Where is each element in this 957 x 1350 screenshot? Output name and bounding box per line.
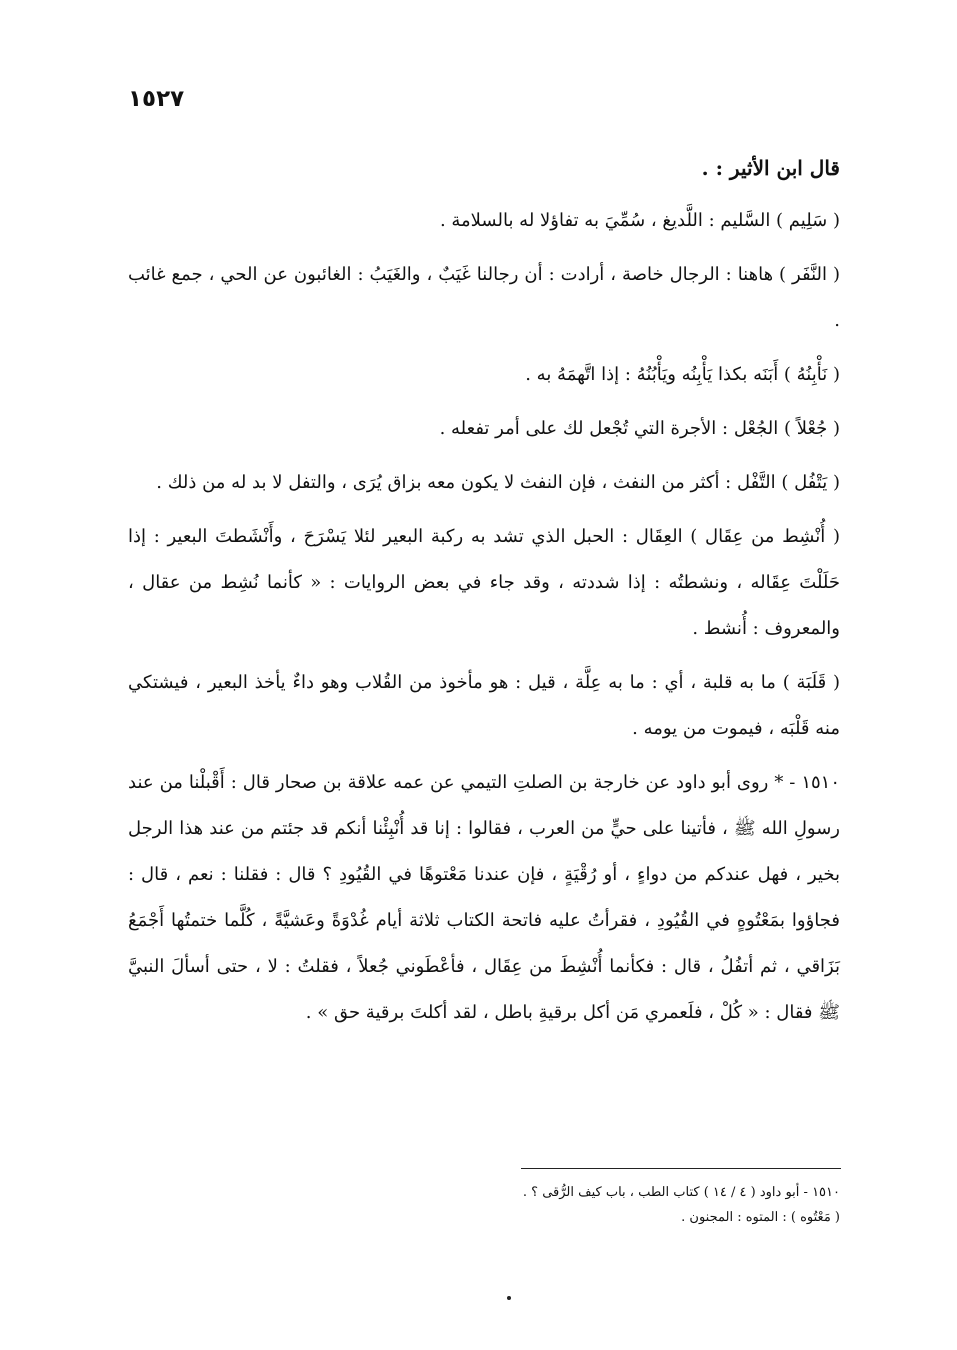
footnote-divider xyxy=(521,1168,841,1169)
hadith-1510: ١٥١٠ - * روى أبو داود عن خارجة بن الصلتِ التيمي عن عمه علاقة بن صحار قال : أَقْبلْنا من عند رسولِ الله ﷺ ، فأتينا على حيٍّ من العرب ، فقالوا : إنا قد أُنْبِئْنا أنكم قد جئتم من عند هذا الرجل بخير ، فهل عندكم من دواءٍ ، أو رُقْيَةٍ ، فإن عندنا مَعْتوهًا في القُيُودِ ؟ قال : فقلنا : نعم ، قال : فجاؤوا بمَعْتُوهٍ في القُيُودِ ، فقرأتُ عليه فاتحة الكتاب ثلاثة أيام غُدْوَةً وعَشيَّةً ، كُلَّما ختمتُها أَجْمَعُ بَزَاقي ، ثم أتفُلُ ، قال : فكأنما أُنْشِطَ من عِقَال ، فأعْطَوني جُعلاً ، فقلتُ : لا ، حتى أسألَ النبيَّ ﷺ فقال : « كُلْ ، فلَعمري مَن أكل برقيةِ باطل ، لقد أكلتَ برقية حق » . xyxy=(128,772,840,1023)
gloss-julan: ( جُعْلاً ) الجُعْل : الأجرة التي تُجْعل لك على أمر تفعله . xyxy=(439,418,840,439)
footnotes xyxy=(360,1180,840,1230)
gloss-salim: ( سَلِيم ) السَّليم : اللَّديغ ، سُمِّيَ به تفاؤلا له بالسلامة . xyxy=(439,210,840,231)
section-heading: قال ابن الأثير : . xyxy=(701,156,840,180)
gloss-unshita: ( أُنْشِط من عِقَال ) العِقَال : الحبل الذي تشد به ركبة البعير لئلا يَسْرَحَ ، وأَنْشَطتَ البعير : إذا حَلَلْتَ عِقَاله ، ونشطتُه : إذا شددته ، وقد جاء في بعض الروايات : « كأنما نُشِط من عقال ، والمعروف : أُنشط . xyxy=(128,526,840,639)
end-marker-dot xyxy=(507,1296,511,1300)
footnote-source: ١٥١٠ - أبو داود ( ٤ / ١٤ ) كتاب الطب ، باب كيف الرُّقى ؟ . xyxy=(522,1185,840,1200)
gloss-yatful: ( يَتْفُل ) التَّفْل : أكثر من النفث ، فإن النفث لا يكون معه بزاق يُرَى ، والتفل لا بد له من ذلك . xyxy=(156,472,840,493)
footnote-definition: ( مَعْتُوه ) : المتوه : المجنون . xyxy=(681,1210,840,1225)
gloss-qalaba: ( قَلَبَة ) ما به قلبة ، أي : ما به عِلَّة ، قيل : هو مأخوذ من القُلاب وهو داءٌ يأخذ البعير ، فيشتكي منه قَلْبَه ، فيموت من يومه . xyxy=(128,672,840,739)
gloss-nabinuh: ( نَأْبِنُهُ ) أَبَنَه بكذا يَأْبِنُه ويَأْبُنُهُ : إذا اتَّهمَهُ به . xyxy=(525,364,840,385)
gloss-nafar: ( النَّفَر ) هاهنا : الرجال خاصة ، أرادت : أن رجالنا غَيَبٌ ، والغَيَبُ : الغائبون عن الحي ، جمع غائب . xyxy=(128,264,840,331)
main-text xyxy=(128,150,840,1044)
page-number: ١٥٢٧ xyxy=(128,86,185,112)
